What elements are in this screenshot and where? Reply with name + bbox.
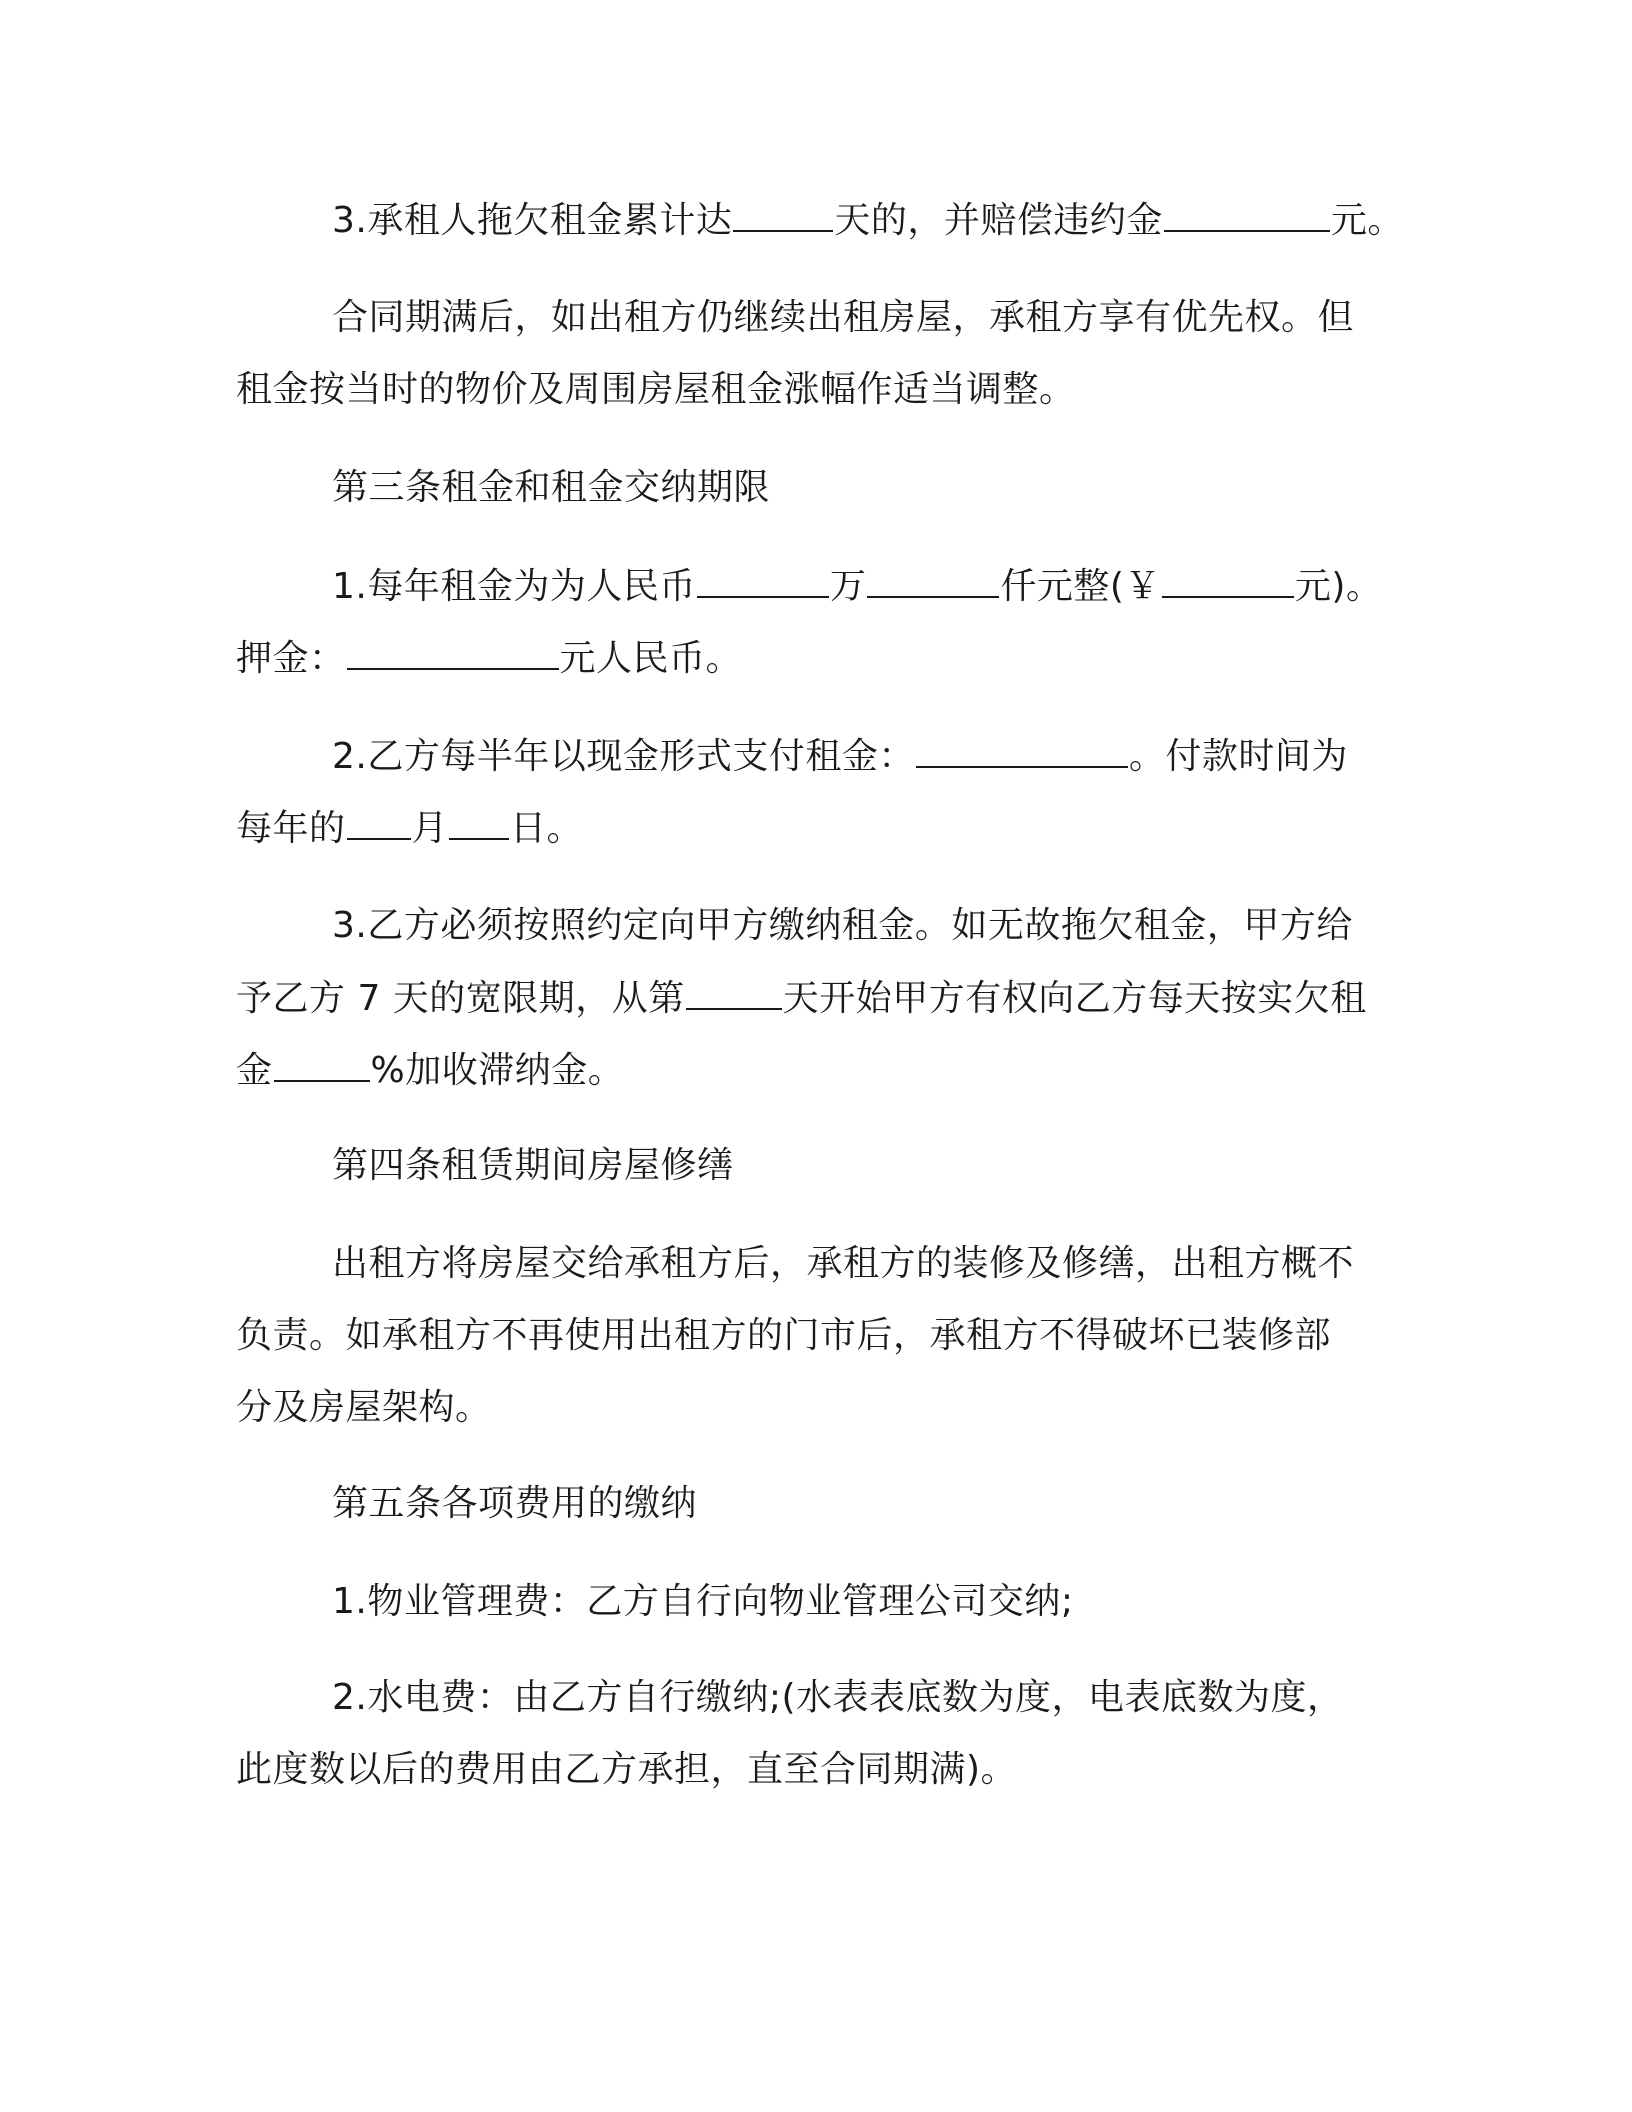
- paragraph-payment-date: [236, 804, 583, 853]
- fill-blank-amount[interactable]: [1162, 562, 1294, 598]
- fill-blank-penalty[interactable]: [1164, 196, 1330, 232]
- paragraph-renewal-line-1: 合同期满后，如出租方仍继续出租房屋，承租方享有优先权。但: [332, 297, 1355, 338]
- fill-blank-month[interactable]: [347, 804, 411, 840]
- paragraph-annual-rent: [332, 562, 1382, 611]
- paragraph-utilities-line-1: 2.水电费：由乙方自行缴纳;(水表表底数为度，电表底数为度，: [332, 1677, 1344, 1718]
- text-segment: 仟元整(￥: [1000, 566, 1161, 607]
- text-segment: 月: [411, 808, 449, 849]
- text-segment: 日。: [510, 808, 584, 849]
- paragraph-deposit: [236, 634, 742, 683]
- paragraph-repair-line-1: 出租方将房屋交给承租方后，承租方的装修及修缮，出租方概不: [332, 1243, 1355, 1284]
- heading-article-3: 第三条租金和租金交纳期限: [332, 467, 771, 508]
- paragraph-repair-line-3: 分及房屋架构。: [236, 1387, 492, 1428]
- paragraph-late-fee-line-2: [236, 974, 1367, 1023]
- paragraph-repair-line-2: 负责。如承租方不再使用出租方的门市后，承租方不得破坏已装修部: [236, 1315, 1332, 1356]
- paragraph-utilities-line-2: 此度数以后的费用由乙方承担，直至合同期满)。: [236, 1749, 1018, 1790]
- text-segment: 天的，并赔偿违约金: [834, 200, 1163, 241]
- paragraph-property-fee: 1.物业管理费：乙方自行向物业管理公司交纳;: [332, 1581, 1074, 1622]
- text-segment: 金: [236, 1050, 273, 1091]
- paragraph-late-fee-line-3: [236, 1046, 624, 1095]
- paragraph-renewal-line-2: 租金按当时的物价及周围房屋租金涨幅作适当调整。: [236, 369, 1076, 410]
- text-segment: 2.乙方每半年以现金形式支付租金：: [332, 736, 915, 777]
- paragraph-arrears-clause: [332, 196, 1404, 245]
- text-segment: 每年的: [236, 808, 346, 849]
- text-segment: 。付款时间为: [1128, 736, 1348, 777]
- fill-blank-qian[interactable]: [867, 562, 999, 598]
- text-segment: 予乙方 7 天的宽限期，从第: [236, 978, 685, 1019]
- text-segment: %加收滞纳金。: [370, 1050, 625, 1091]
- fill-blank-wan[interactable]: [697, 562, 829, 598]
- text-segment: 3.承租人拖欠租金累计达: [332, 200, 733, 241]
- fill-blank-day[interactable]: [449, 804, 509, 840]
- paragraph-payment-method: [332, 732, 1348, 781]
- fill-blank-start-day[interactable]: [686, 974, 782, 1010]
- text-segment: 万: [829, 566, 867, 607]
- paragraph-late-fee-line-1: 3.乙方必须按照约定向甲方缴纳租金。如无故拖欠租金，甲方给: [332, 905, 1353, 946]
- text-segment: 元人民币。: [559, 638, 743, 679]
- fill-blank-days[interactable]: [733, 196, 833, 232]
- heading-article-5: 第五条各项费用的缴纳: [332, 1483, 698, 1524]
- fill-blank-payment[interactable]: [916, 732, 1128, 768]
- heading-article-4: 第四条租赁期间房屋修缮: [332, 1145, 734, 1186]
- text-segment: 押金：: [236, 638, 346, 679]
- fill-blank-percent[interactable]: [274, 1046, 370, 1082]
- text-segment: 天开始甲方有权向乙方每天按实欠租: [782, 978, 1367, 1019]
- fill-blank-deposit[interactable]: [347, 634, 559, 670]
- text-segment: 元。: [1330, 200, 1404, 241]
- text-segment: 1.每年租金为为人民币: [332, 566, 696, 607]
- text-segment: 元)。: [1294, 566, 1383, 607]
